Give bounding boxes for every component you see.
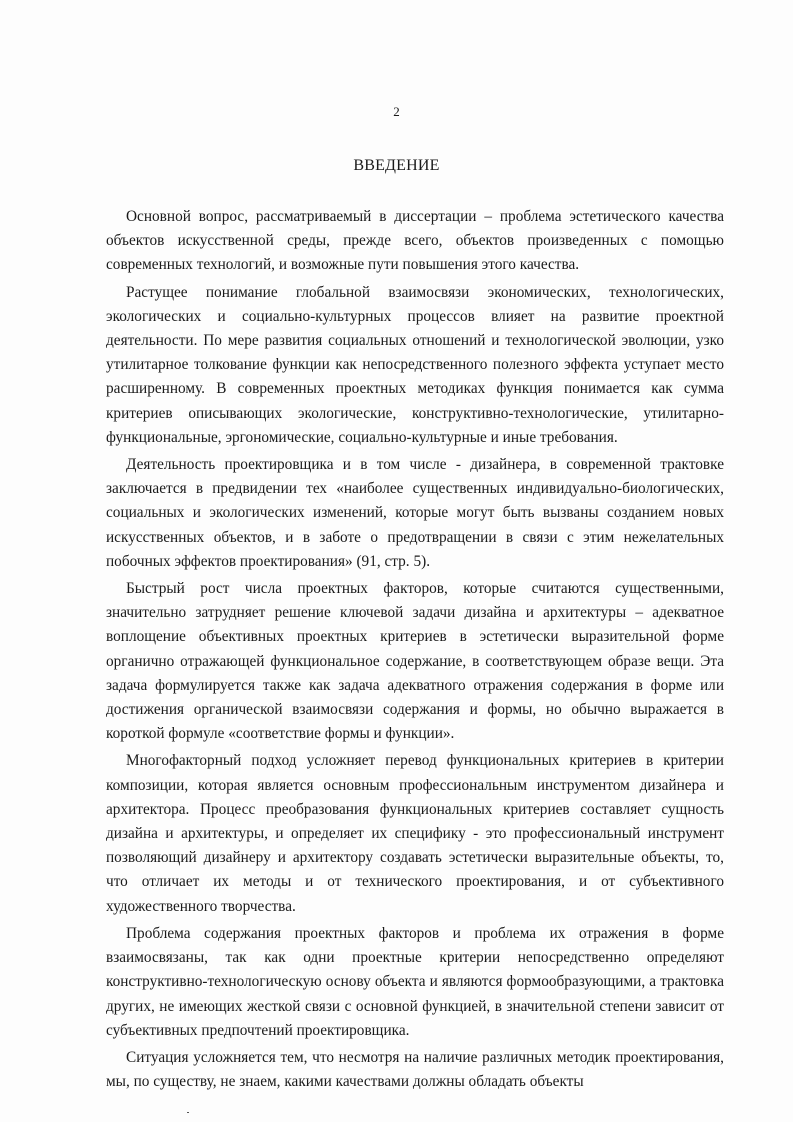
paragraph-1: Основной вопрос, рассматриваемый в диссертации – проблема эстетического качества объектов искусственной среды, прежде всего, объектов произведенных с помощью современных технологий, и возможные пути повышения этого качества.: [106, 208, 724, 274]
paragraph-4: Быстрый рост числа проектных факторов, которые считаются существенными, значительно затрудняет решение ключевой задачи дизайна и архитектуры – адекватное воплощение объективных проектных критериев в эстетически выразительной форме органично отражающей функциональное содержание, в соответствующем образе вещи. Эта задача формулируется также как задача адекватного отражения содержания в форме или достижения органической взаимосвязи содержания и формы, но обычно выражается в короткой формуле «соответствие формы и функции».: [106, 580, 724, 743]
page-number: 2: [393, 104, 400, 119]
paragraph-7: Ситуация усложняется тем, что несмотря на наличие различных методик проектирования, мы, по существу, не знаем, какими качествами должны обладать объекты: [106, 1048, 724, 1091]
scan-artifact-mark: [187, 1112, 189, 1113]
paragraph-3: Деятельность проектировщика и в том числе - дизайнера, в современной трактовке заключается в предвидении тех «наиболее существенных индивидуально-биологических, социальных и экологических изменений, которые могут быть вызваны созданием новых искусственных объектов, и в заботе о предотвращении в связи с этим нежелательных побочных эффектов проектирования» (91, стр. 5).: [106, 456, 724, 570]
section-heading: ВВЕДЕНИЕ: [353, 157, 440, 174]
paragraph-2: Растущее понимание глобальной взаимосвязи экономических, технологических, экологических и социально-культурных процессов влияет на развитие проектной деятельности. По мере развития социальных отношений и технологической эволюции, узко утилитарное толкование функции как непосредственного полезного эффекта уступает место расширенному. В современных проектных методиках функция понимается как сумма критериев описывающих экологические, конструктивно-технологические, утилитарно-функциональные, эргономические, социально-культурные и иные требования.: [106, 283, 724, 446]
paragraph-5: Многофакторный подход усложняет перевод функциональных критериев в критерии композиции, которая является основным профессиональным инструментом дизайнера и архитектора. Процесс преобразования функциональных критериев составляет сущность дизайна и архитектуры, и определяет их специфику - это профессиональный инструмент позволяющий дизайнеру и архитектору создавать эстетически выразительные объекты, то, что отличает их методы и от технического проектирования, и от субъективного художественного творчества.: [106, 752, 724, 915]
body-text: [106, 205, 724, 1094]
paragraph-6: Проблема содержания проектных факторов и проблема их отражения в форме взаимосвязаны, так как одни проектные критерии непосредственно определяют конструктивно-технологическую основу объекта и являются формообразующими, а трактовка других, не имеющих жесткой связи с основной функцией, в значительной степени зависит от субъективных предпочтений проектировщика.: [106, 924, 724, 1039]
